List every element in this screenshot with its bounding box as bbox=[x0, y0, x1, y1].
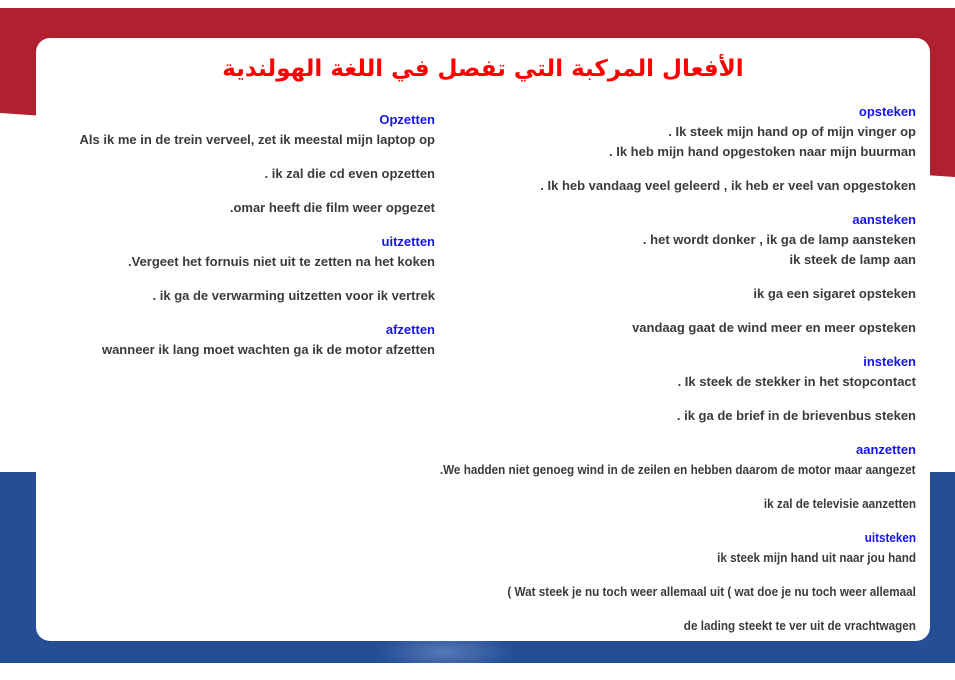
example-sentence: . Ik heb mijn hand opgestoken naar mijn buurman bbox=[609, 144, 916, 159]
example-sentence: wanneer ik lang moet wachten ga ik de motor afzetten bbox=[101, 342, 435, 357]
example-sentence: . ik zal die cd even opzetten bbox=[264, 166, 435, 181]
slide-title: الأفعال المركبة التي تفصل في اللغة الهولندية bbox=[222, 56, 744, 82]
verb-heading: uitsteken bbox=[864, 530, 916, 545]
example-sentence: ik steek mijn hand uit naar jou hand bbox=[717, 550, 916, 565]
example-sentence: ik zal de televisie aanzetten bbox=[763, 496, 916, 511]
example-sentence: . Ik steek de stekker in het stopcontact bbox=[677, 374, 916, 389]
example-sentence: ik steek de lamp aan bbox=[789, 252, 916, 267]
verb-heading: Opzetten bbox=[379, 112, 435, 127]
example-sentence: vandaag gaat de wind meer en meer opsteken bbox=[632, 320, 916, 335]
example-sentence: de lading steekt te ver uit de vrachtwagen bbox=[683, 618, 916, 633]
example-sentence: . ik ga de verwarming uitzetten voor ik vertrek bbox=[152, 288, 435, 303]
verb-heading: aansteken bbox=[852, 212, 916, 227]
example-sentence: .omar heeft die film weer opgezet bbox=[229, 200, 435, 215]
verb-heading: insteken bbox=[863, 354, 916, 369]
example-sentence: . Ik steek mijn hand op of mijn vinger op bbox=[668, 124, 916, 139]
verb-heading: afzetten bbox=[385, 322, 435, 337]
example-sentence: ( Wat steek je nu toch weer allemaal uit ( wat doe je nu toch weer allemaal bbox=[507, 584, 916, 599]
example-sentence: . ik ga de brief in de brievenbus steken bbox=[676, 408, 916, 423]
right-column bbox=[276, 102, 916, 636]
verb-heading: aanzetten bbox=[856, 442, 916, 457]
example-sentence: . Ik heb vandaag veel geleerd , ik heb er veel van opgestoken bbox=[540, 178, 916, 193]
example-sentence: Als ik me in de trein verveel, zet ik meestal mijn laptop op bbox=[79, 132, 435, 147]
example-sentence: .We hadden niet genoeg wind in de zeilen en hebben daarom de motor maar aangezet bbox=[440, 462, 916, 477]
example-sentence: . het wordt donker , ik ga de lamp aansteken bbox=[642, 232, 916, 247]
example-sentence: .Vergeet het fornuis niet uit te zetten na het koken bbox=[128, 254, 435, 269]
example-sentence: ik ga een sigaret opsteken bbox=[753, 286, 916, 301]
verb-heading: uitzetten bbox=[381, 234, 435, 249]
verb-heading: opsteken bbox=[858, 104, 916, 119]
